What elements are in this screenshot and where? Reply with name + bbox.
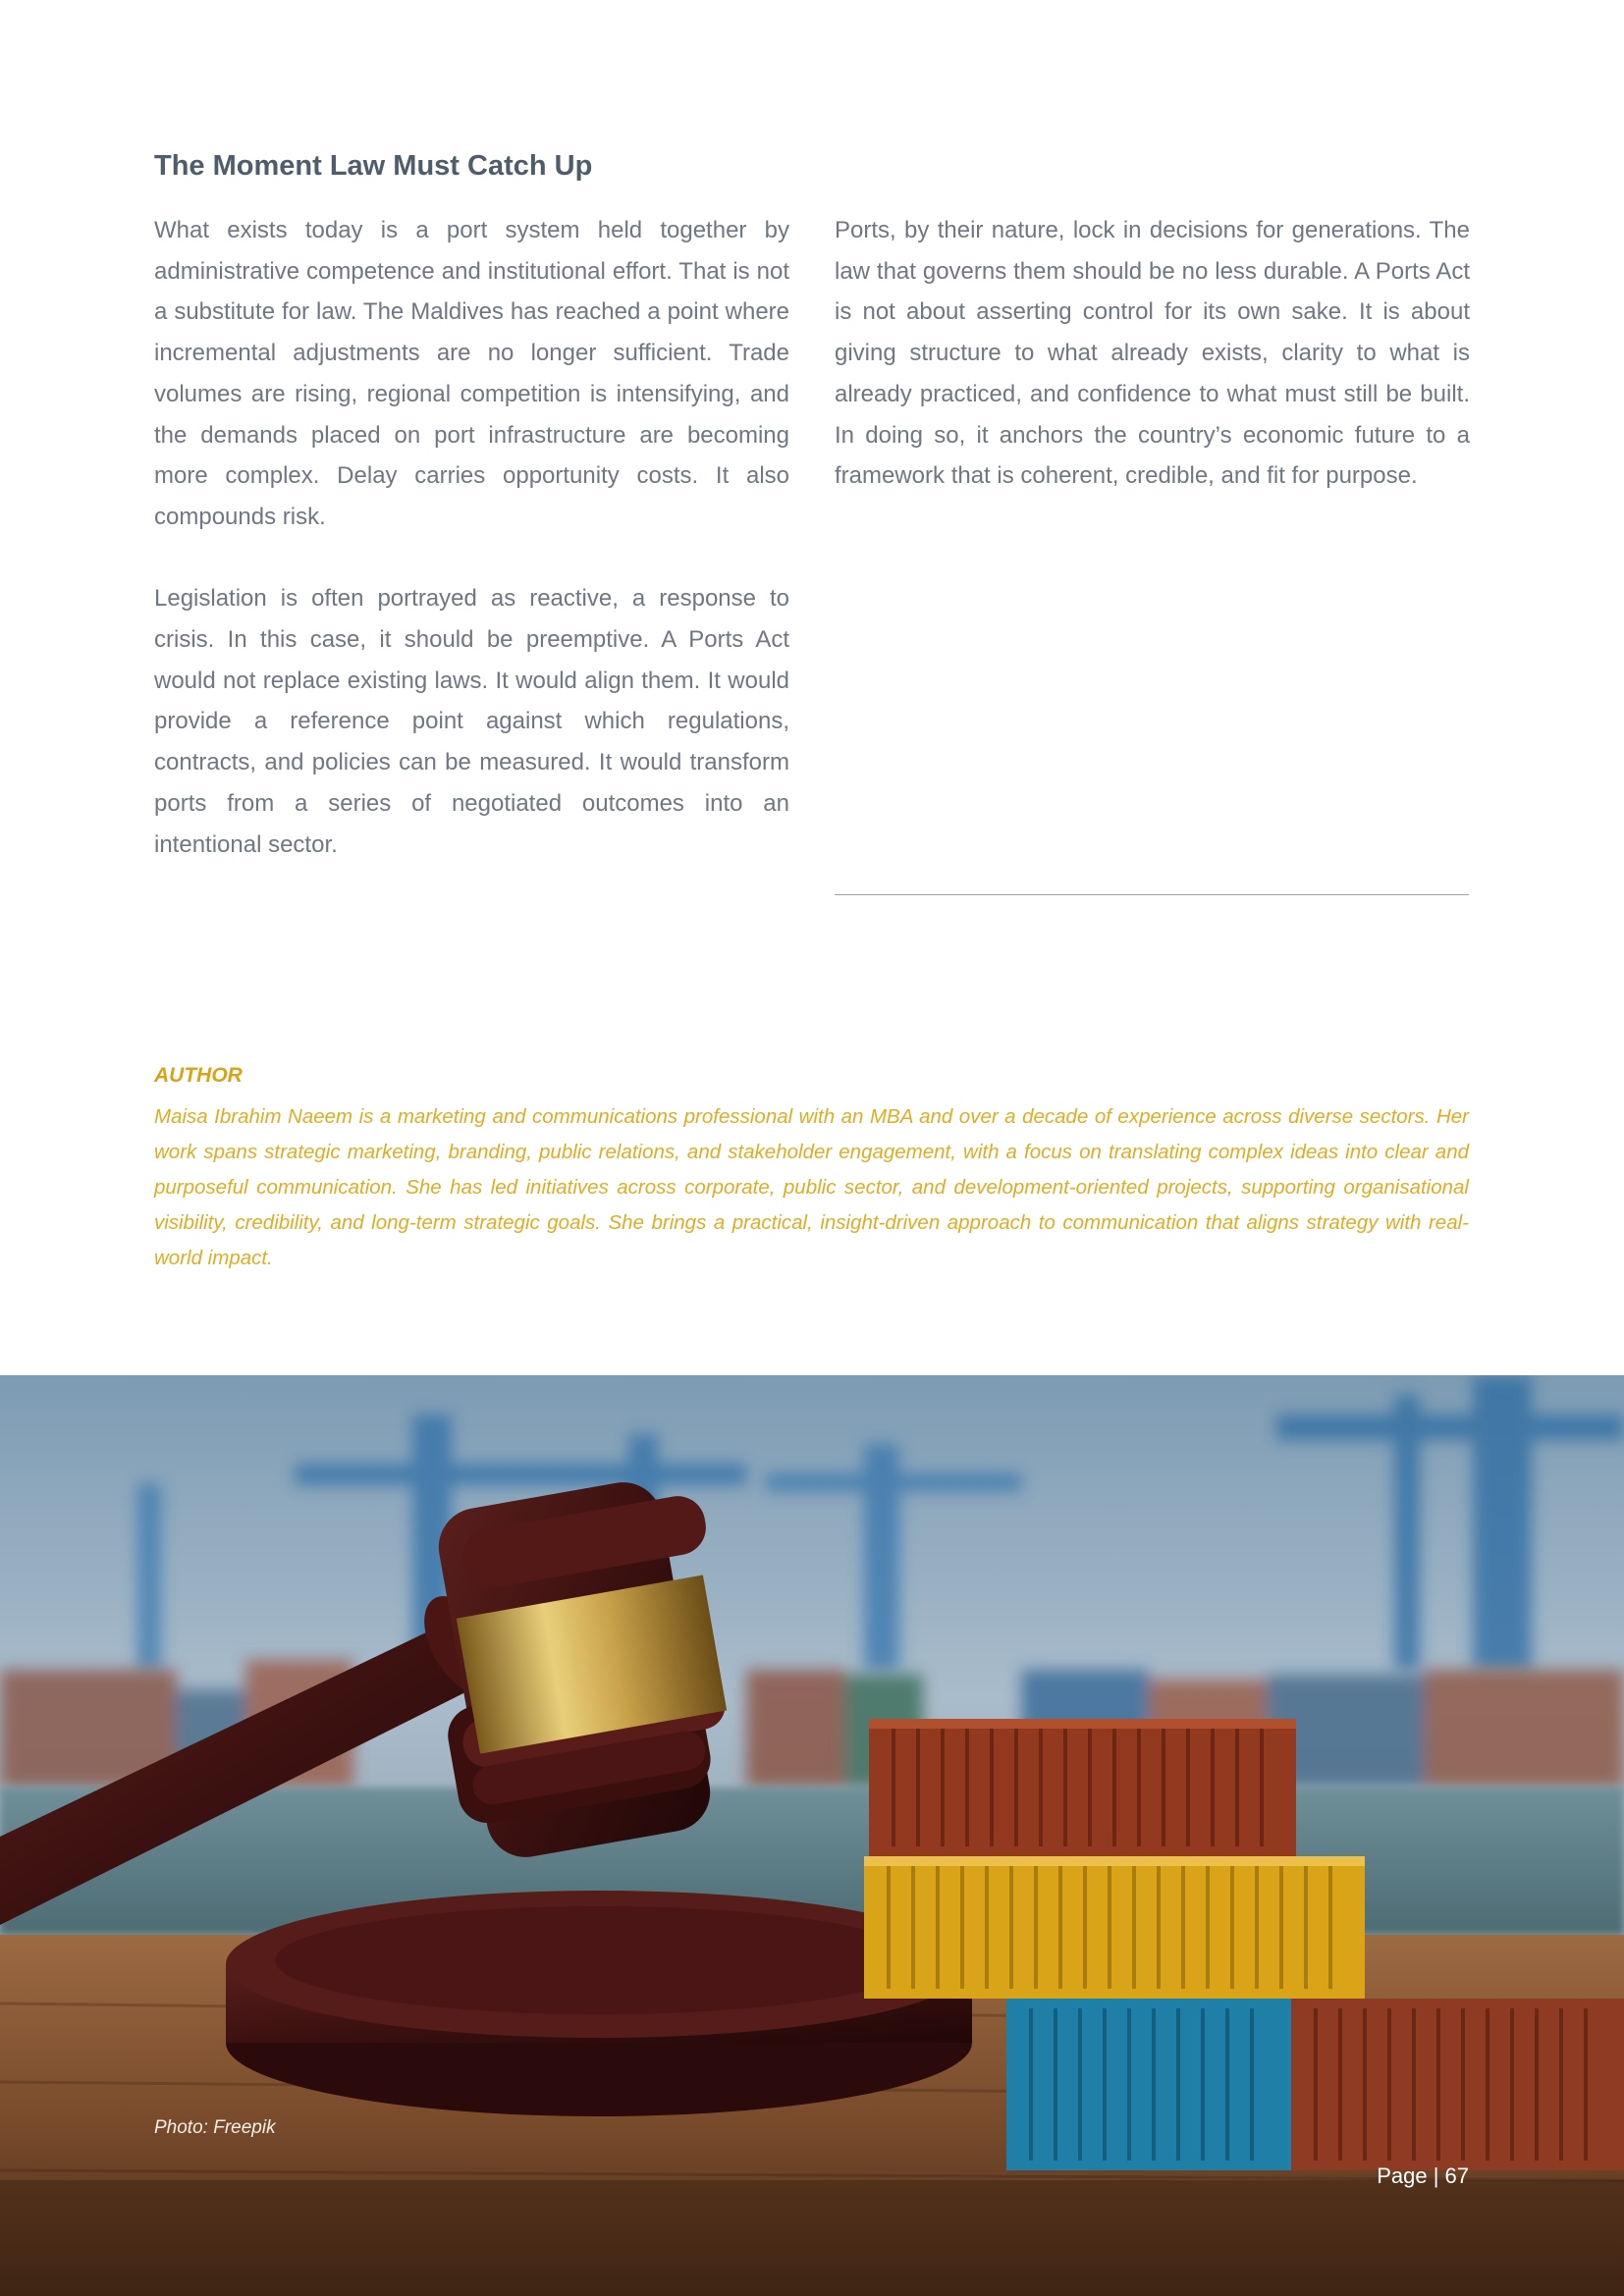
left-column — [154, 210, 789, 865]
article-title: The Moment Law Must Catch Up — [154, 150, 593, 182]
author-bio: Maisa Ibrahim Naeem is a marketing and communications professional with an MBA and over a decade of experience across diverse sectors. Her work spans strategic marketing, branding, public relations, and stakeholder engagement, with a focus on translating complex ideas into clear and purposeful communication. She has led initiatives across corporate, public sector, and development-oriented projects, supporting organisational visibility, credibility, and long-term strategic goals. She brings a practical, insight-driven approach to communication that aligns strategy with real-world impact. — [154, 1105, 1469, 1269]
paragraph: Legislation is often portrayed as reactive, a response to crisis. In this case, it should be preemptive. A Ports Act would not replace existing laws. It would align them. It would provide a reference point against which regulations, contracts, and policies can be measured. It would transform ports from a series of negotiated outcomes into an intentional sector. — [154, 585, 789, 858]
page-number: Page | 67 — [1377, 2163, 1469, 2188]
author-label: AUTHOR — [154, 1064, 243, 1087]
paragraph: What exists today is a port system held together by administrative competence and institutional effort. That is not a substitute for law. The Maldives has reached a point where incremental adjustments are no longer sufficient. Trade volumes are rising, regional competition is intensifying, and the demands placed on port infrastructure are becoming more complex. Delay carries opportunity costs. It also compounds risk. — [154, 217, 789, 530]
photo-credit: Photo: Freepik — [154, 2117, 276, 2138]
paragraph: Ports, by their nature, lock in decisions for generations. The law that governs them should be no less durable. A Ports Act is not about asserting control for its own sake. It is about giving structure to what already exists, clarity to what is already practiced, and confidence to what must still be built. In doing so, it anchors the country’s economic future to a framework that is coherent, credible, and fit for purpose. — [835, 217, 1470, 490]
right-column — [835, 210, 1470, 497]
column-divider — [835, 894, 1469, 895]
gavel-and-shipping-containers-photo — [0, 1375, 1624, 2296]
